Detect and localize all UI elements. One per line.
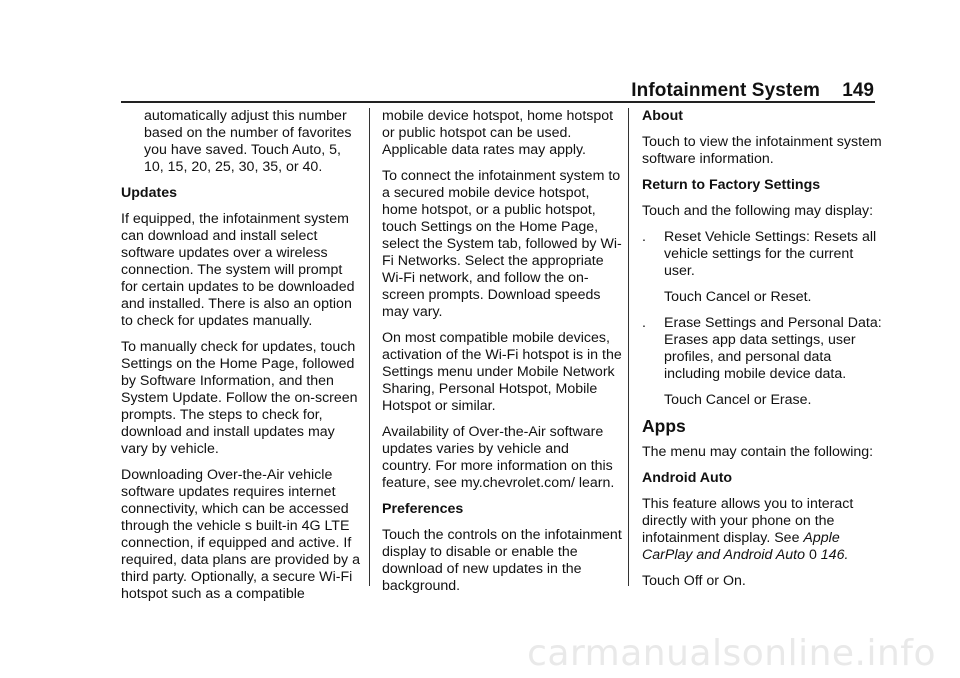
column-2: [382, 108, 622, 604]
watermark: carmanualsonline.info: [527, 633, 936, 674]
android-heading: Android Auto: [642, 470, 733, 486]
android-paragraph: [642, 496, 882, 564]
updates-paragraph-3: Downloading Over-the-Air vehicle software updates requires internet connectivity, which can be accessed through the vehicle s built-in 4G LTE connection, if equipped and active. If required, data plans are provided by a third party. Optionally, a secure Wi-Fi hotspot such as a compatible: [121, 467, 360, 602]
updates-paragraph-2: To manually check for updates, touch Settings on the Home Page, followed by Software Information, and then System Update. Follow the on-screen prompts. The steps to check for, download and install updates may vary by vehicle.: [121, 339, 358, 457]
android-paragraph-2: Touch Off or On.: [642, 573, 746, 589]
apps-heading: Apps: [642, 416, 686, 436]
cross-reference-page[interactable]: 146.: [820, 547, 849, 563]
hotspot-paragraph-4: Availability of Over-the-Air software updates varies by vehicle and country. For more information on this feature, see my.chevrolet.com/ learn.: [382, 424, 615, 491]
list-item: [642, 315, 882, 383]
page-number: 149: [842, 80, 874, 101]
factory-heading: Return to Factory Settings: [642, 177, 821, 193]
about-paragraph: Touch to view the infotainment system software information.: [642, 134, 882, 167]
bullet-sub-text: Touch Cancel or Erase.: [664, 392, 812, 408]
column-3: [642, 108, 882, 599]
hotspot-paragraph-3: On most compatible mobile devices, activation of the Wi-Fi hotspot is in the Settings menu under Mobile Network Sharing, Personal Hotspot, Mobile Hotspot or similar.: [382, 330, 622, 414]
android-text: This feature allows you to interact directly with your phone on the infotainment display. See: [642, 496, 854, 546]
hotspot-paragraph-2: To connect the infotainment system to a secured mobile device hotspot, home hotspot, or a public hotspot, touch Settings on the Home Page, select the System tab, followed by Wi-Fi Networks. Select the appropriate Wi-Fi network, and follow the on-screen prompts. Download speeds may vary.: [382, 168, 622, 320]
cross-reference-link[interactable]: Apple CarPlay and Android Auto: [642, 530, 840, 563]
list-item: [642, 229, 882, 280]
column-1: [121, 108, 361, 612]
about-heading: About: [642, 108, 683, 124]
column-divider-1: [369, 108, 370, 586]
bullet-marker: .: [642, 315, 646, 331]
page-reference-icon: 0: [808, 547, 817, 563]
updates-heading: Updates: [121, 185, 177, 201]
factory-paragraph: Touch and the following may display:: [642, 203, 874, 219]
section-title: Infotainment System: [631, 80, 820, 101]
updates-paragraph-1: If equipped, the infotainment system can download and install select software updates over a wireless connection. The system will prompt for certain updates to be downloaded and installed. There is also an option to check for updates manually.: [121, 211, 355, 329]
bullet-text: Reset Vehicle Settings: Resets all vehicle settings for the current user.: [664, 229, 877, 279]
apps-paragraph: The menu may contain the following:: [642, 444, 874, 460]
header-rule: [121, 101, 875, 103]
preferences-paragraph: Touch the controls on the infotainment display to disable or enable the download of new updates in the background.: [382, 527, 622, 594]
bullet-marker: .: [642, 229, 646, 245]
bullet-text: Erase Settings and Personal Data: Erases app data settings, user profiles, and personal data including mobile device data.: [664, 315, 882, 382]
column-divider-2: [628, 108, 629, 586]
preferences-heading: Preferences: [382, 501, 464, 517]
continuation-text: automatically adjust this number based on the number of favorites you have saved. Touch Auto, 5, 10, 15, 20, 25, 30, 35, or 40.: [144, 108, 352, 175]
hotspot-paragraph-1: mobile device hotspot, home hotspot or public hotspot can be used. Applicable data rates may apply.: [382, 108, 614, 158]
bullet-sub-text: Touch Cancel or Reset.: [664, 289, 812, 305]
